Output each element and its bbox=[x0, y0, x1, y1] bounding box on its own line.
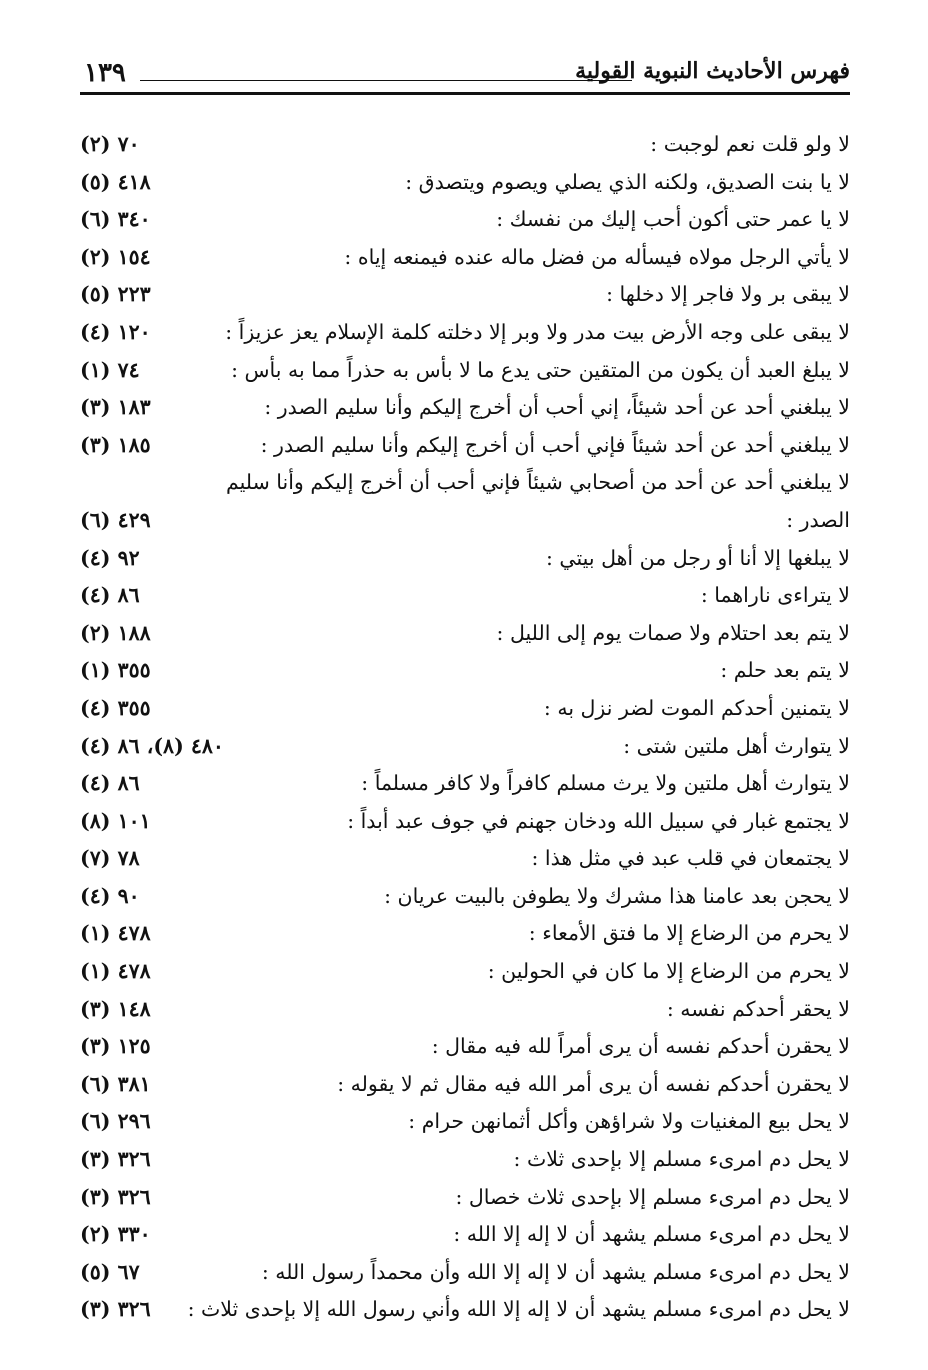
index-entry bbox=[80, 201, 850, 239]
index-entry bbox=[80, 840, 850, 878]
hadith-text: لا يبلغ العبد أن يكون من المتقين حتى يدع ما لا بأس به حذراً مما به بأس : bbox=[231, 357, 850, 382]
running-title: فهرس الأحاديث النبوية القولية bbox=[575, 58, 850, 84]
index-entry bbox=[80, 464, 850, 539]
page-reference: ٣٢٦ (٣) bbox=[80, 1184, 151, 1209]
hadith-text: لا يتوارث أهل ملتين شتى : bbox=[623, 733, 850, 758]
page-reference: ٢٩٦ (٦) bbox=[80, 1109, 151, 1134]
page-reference: ١٢٠ (٤) bbox=[80, 319, 151, 344]
page-reference: ٦٧ (٥) bbox=[80, 1259, 140, 1284]
hadith-text: لا ولو قلت نعم لوجبت : bbox=[650, 132, 850, 156]
hadith-text: لا يتمنين أحدكم الموت لضر نزل به : bbox=[543, 695, 850, 720]
index-entry bbox=[80, 1066, 850, 1104]
index-entry bbox=[80, 314, 850, 352]
hadith-text: لا يحرم من الرضاع إلا ما كان في الحولين : bbox=[487, 959, 850, 984]
hadith-text: لا يحقرن أحدكم نفسه أن يرى أمراً لله فيه مقال : bbox=[431, 1034, 850, 1059]
hadith-text: لا يبلغني أحد عن أحد شيئاً فإني أحب أن أخرج إليكم وأنا سليم الصدر : bbox=[260, 432, 850, 457]
hadith-text: لا يبلغني أحد عن أحد شيئاً، إني أحب أن أخرج إليكم وأنا سليم الصدر : bbox=[264, 395, 850, 420]
page-reference: ٢٢٣ (٥) bbox=[80, 282, 151, 307]
index-entry bbox=[80, 577, 850, 615]
page-reference: ١٤٨ (٣) bbox=[80, 996, 151, 1021]
index-entry bbox=[80, 953, 850, 991]
index-entry bbox=[80, 1254, 850, 1292]
page-reference: ١٠١ (٨) bbox=[80, 808, 151, 833]
hadith-text: لا يجتمعان في قلب عبد في مثل هذا : bbox=[531, 846, 850, 871]
page-reference: ٧٤ (١) bbox=[80, 357, 140, 382]
hadith-text: لا يا عمر حتى أكون أحب إليك من نفسك : bbox=[496, 207, 850, 232]
page-reference: ٣٢٦ (٣) bbox=[80, 1147, 151, 1172]
index-entry bbox=[80, 427, 850, 465]
header-rule-thick bbox=[80, 92, 850, 95]
hadith-text: لا يتراءى ناراهما : bbox=[700, 583, 850, 608]
hadith-text: لا يتم بعد احتلام ولا صمات يوم إلى الليل : bbox=[496, 620, 850, 645]
page-reference: ١٥٤ (٢) bbox=[80, 244, 151, 269]
page-number: ١٣٩ bbox=[84, 58, 126, 88]
index-entry bbox=[80, 1216, 850, 1254]
index-entry bbox=[80, 352, 850, 390]
page-reference: ٣٢٦ (٣) bbox=[80, 1297, 151, 1322]
page-reference: ٣٤٠ (٦) bbox=[80, 207, 151, 232]
page-reference: ٤٧٨ (١) bbox=[80, 921, 151, 946]
page-reference: ٣٥٥ (٤) bbox=[80, 695, 151, 720]
hadith-text: لا يحل دم امرىء مسلم إلا بإحدى ثلاث خصال : bbox=[455, 1184, 850, 1209]
index-entry bbox=[80, 126, 850, 164]
header-rule-thin bbox=[140, 80, 632, 81]
page-reference: ٩٢ (٤) bbox=[80, 545, 140, 570]
hadith-text: لا يبقى على وجه الأرض بيت مدر ولا وبر إلا دخلته كلمة الإسلام يعز عزيزاً : bbox=[225, 319, 850, 344]
hadith-text: لا يبقى بر ولا فاجر إلا دخلها : bbox=[606, 282, 850, 307]
index-entry bbox=[80, 276, 850, 314]
page-reference: ٩٠ (٤) bbox=[80, 883, 140, 908]
hadith-text: لا يتم بعد حلم : bbox=[720, 658, 850, 683]
page-reference: ١٨٨ (٢) bbox=[80, 620, 151, 645]
index-entry bbox=[80, 878, 850, 916]
index-entry bbox=[80, 164, 850, 202]
hadith-text: لا يبلغني أحد عن أحد من أصحابي شيئاً فإني أحب أن أخرج إليكم وأنا سليم الصدر : bbox=[225, 470, 850, 532]
page-reference: ٨٦ (٤) bbox=[80, 583, 140, 608]
page-reference: ١٨٣ (٣) bbox=[80, 395, 151, 420]
index-entry bbox=[80, 1291, 850, 1329]
index-entry bbox=[80, 389, 850, 427]
page-reference: ١٨٥ (٣) bbox=[80, 432, 151, 457]
hadith-text: لا يحل دم امرىء مسلم إلا بإحدى ثلاث : bbox=[513, 1147, 850, 1172]
hadith-text: لا يحرم من الرضاع إلا ما فتق الأمعاء : bbox=[528, 921, 850, 946]
hadith-text: لا يحل بيع المغنيات ولا شراؤهن وأكل أثمانهن حرام : bbox=[408, 1109, 850, 1134]
hadith-index-list bbox=[80, 126, 850, 1329]
page-reference: ٣٥٥ (١) bbox=[80, 658, 151, 683]
page-reference: ٤٨٠ (٨)، ٨٦ (٤) bbox=[80, 733, 224, 758]
hadith-text: لا يحل دم امرىء مسلم يشهد أن لا إله إلا الله وأن محمداً رسول الله : bbox=[261, 1259, 850, 1284]
hadith-text: لا يأتي الرجل مولاه فيسأله من فضل ماله عنده فيمنعه إياه : bbox=[344, 244, 850, 269]
index-entry bbox=[80, 1103, 850, 1141]
index-entry bbox=[80, 1028, 850, 1066]
hadith-text: لا يبلغها إلا أنا أو رجل من أهل بيتي : bbox=[545, 545, 850, 570]
index-entry bbox=[80, 615, 850, 653]
page-reference: ٤٢٩ (٦) bbox=[80, 507, 151, 532]
index-entry bbox=[80, 690, 850, 728]
index-entry bbox=[80, 239, 850, 277]
hadith-text: لا يحل دم امرىء مسلم يشهد أن لا إله إلا الله : bbox=[453, 1222, 850, 1247]
page-reference: ٣٣٠ (٢) bbox=[80, 1222, 151, 1247]
hadith-text: لا يحجن بعد عامنا هذا مشرك ولا يطوفن بالبيت عريان : bbox=[384, 883, 850, 908]
hadith-text: لا يتوارث أهل ملتين ولا يرث مسلم كافراً ولا كافر مسلماً : bbox=[361, 771, 850, 796]
page-reference: ٣٨١ (٦) bbox=[80, 1071, 151, 1096]
page-reference: ٧٨ (٧) bbox=[80, 846, 140, 871]
index-entry bbox=[80, 803, 850, 841]
hadith-text: لا يحقر أحدكم نفسه : bbox=[666, 996, 850, 1021]
page-reference: ٤١٨ (٥) bbox=[80, 169, 151, 194]
page-header bbox=[80, 56, 850, 96]
index-entry bbox=[80, 915, 850, 953]
page-reference: ٨٦ (٤) bbox=[80, 771, 140, 796]
hadith-text: لا يا بنت الصديق، ولكنه الذي يصلي ويصوم ويتصدق : bbox=[405, 169, 850, 194]
index-entry bbox=[80, 728, 850, 766]
index-entry bbox=[80, 1179, 850, 1217]
page-reference: ٧٠ (٢) bbox=[80, 132, 140, 156]
page-reference: ١٢٥ (٣) bbox=[80, 1034, 151, 1059]
hadith-text: لا يحل دم امرىء مسلم يشهد أن لا إله إلا الله وأني رسول الله إلا بإحدى ثلاث : bbox=[187, 1297, 850, 1322]
index-entry bbox=[80, 540, 850, 578]
hadith-text: لا يحقرن أحدكم نفسه أن يرى أمر الله فيه مقال ثم لا يقوله : bbox=[337, 1071, 850, 1096]
index-entry bbox=[80, 765, 850, 803]
page-reference: ٤٧٨ (١) bbox=[80, 959, 151, 984]
index-entry bbox=[80, 652, 850, 690]
hadith-text: لا يجتمع غبار في سبيل الله ودخان جهنم في جوف عبد أبداً : bbox=[347, 808, 850, 833]
index-entry bbox=[80, 991, 850, 1029]
index-entry bbox=[80, 1141, 850, 1179]
